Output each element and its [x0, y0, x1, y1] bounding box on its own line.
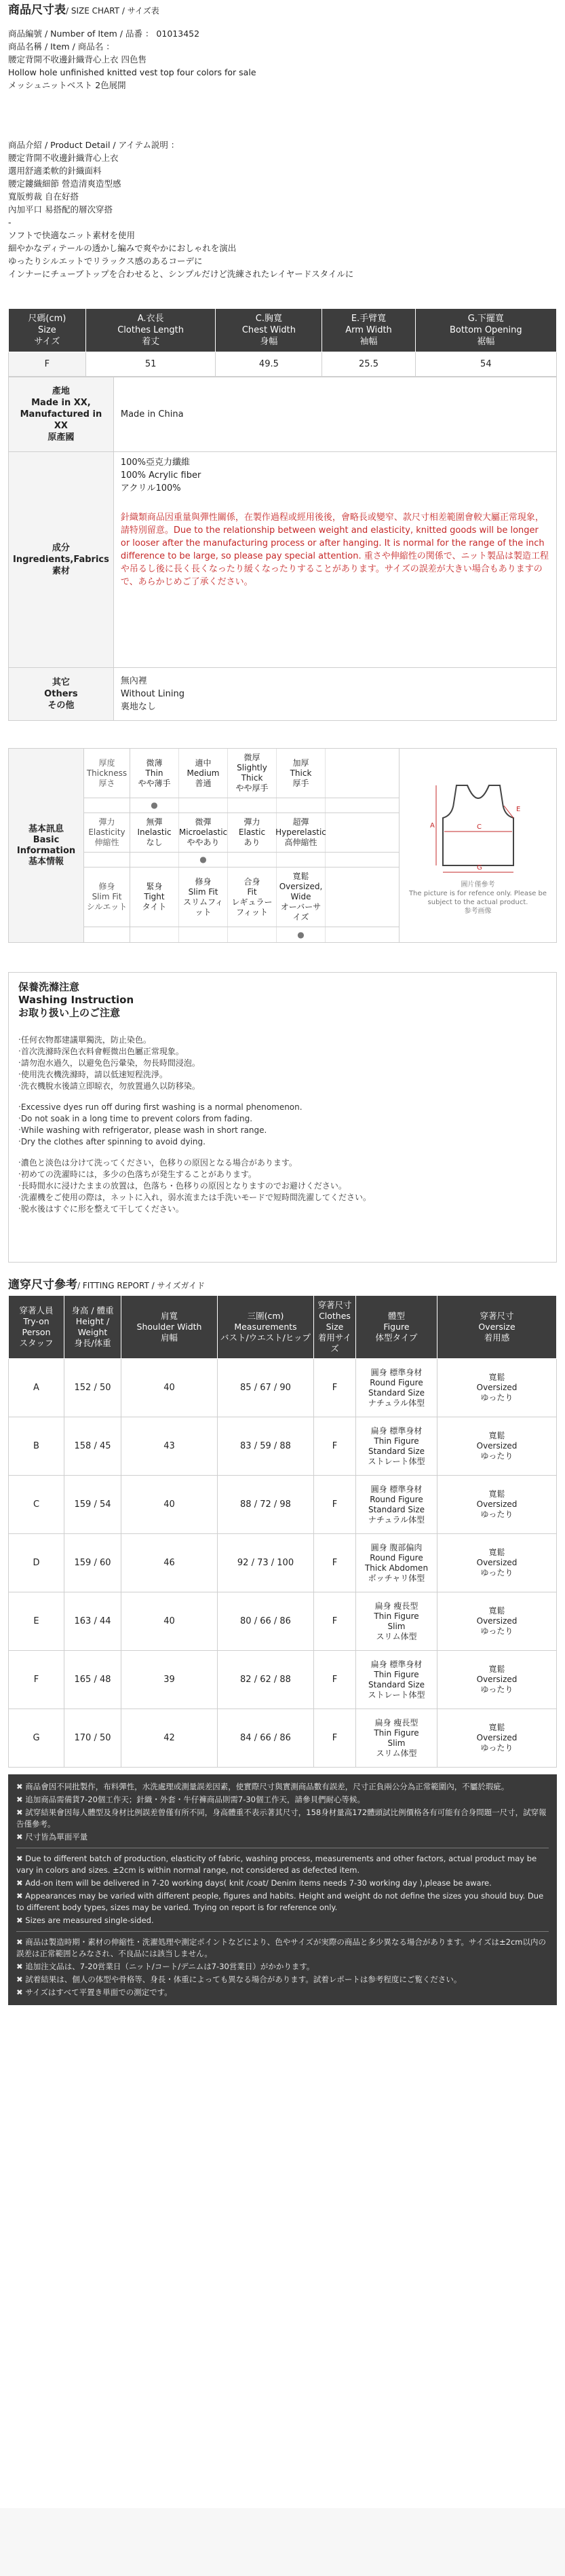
clothes-size-cell: F [314, 1359, 356, 1417]
note-en: ✖ Appearances may be varied with different people, figures and habits. Height and weight do not define the sizes you should buy. Due to different body types, sizes may be varied. Trying on report is for reference only. [16, 1891, 544, 1913]
shoulder-cell: 43 [121, 1417, 218, 1476]
table-row [9, 1359, 557, 1417]
basic-info-label: 基本訊息 Basic Information 基本情報 [9, 749, 83, 942]
fit-feel-cell: 寬鬆 Oversized ゆったり [437, 1709, 557, 1768]
detail-line: ソフトで快適なニット素材を使用 [8, 230, 136, 240]
page-footer [0, 2508, 565, 2576]
fitting-table [8, 1295, 557, 1768]
height-weight-cell: 159 / 60 [64, 1534, 121, 1592]
size-cell: 25.5 [322, 352, 415, 377]
detail-line: ゆったりシルエットでリラックス感のあるコーデに [8, 256, 203, 266]
clothes-size-cell: F [314, 1417, 356, 1476]
selected-dot-icon: ● [297, 929, 305, 939]
elasticity-label: 彈力 Elasticity 伸縮性 [84, 813, 130, 852]
fit-label: 修身 Slim Fit シルエット [84, 867, 130, 927]
product-detail [0, 138, 565, 308]
table-row [9, 1534, 557, 1592]
elasticity-row [84, 813, 399, 853]
notes-section [0, 1774, 565, 2005]
size-cell: F [9, 352, 86, 377]
note-ja: ✖ 商品は製造時期・素材の伸縮性・洗濯処理や測定ポイントなどにより、色やサイズが実際の商品と多少異なる場合があります。サイズは±2cm以内の誤差は正常範囲とみなされ、不良品には該当しません。 [16, 1937, 547, 1959]
selected-dot-icon: ● [199, 855, 207, 865]
detail-line: 腰定鏤織細節 營造清爽造型感 [8, 179, 121, 189]
note-zh: ✖ 尺寸皆為單面平量 [16, 1832, 88, 1842]
shoulder-cell: 42 [121, 1709, 218, 1768]
option-microelastic: 微彈 Microelastic ややあり [179, 813, 228, 852]
fit-selection-row [84, 927, 399, 942]
detail-line: 內加平口 易搭配的層次穿搭 [8, 204, 113, 214]
table-row [9, 1709, 557, 1768]
product-line: 商品編號 / Number of Item / 品番 ： 01013452 [8, 29, 200, 39]
basic-info-section [0, 748, 565, 943]
measurements-cell: 80 / 66 / 86 [218, 1592, 314, 1651]
table-row [9, 1651, 557, 1709]
header [0, 0, 565, 27]
figure-note: 圖片僅參考 The picture is for refence only. Please be subject to the actual product. 参考画像 [408, 880, 547, 915]
wash-en: ‧Excessive dyes run off during first washing is a normal phenomenon. ‧Do not soak in a long time to prevent colors from fading. ‧While washing with refrigerator, please wash in short range. ‧Dry the clothes after spinning to avoid dying. [18, 1102, 303, 1147]
table-row [9, 1592, 557, 1651]
wash-section [0, 972, 565, 1263]
clothes-size-cell: F [314, 1651, 356, 1709]
fit-feel-cell: 寬鬆 Oversized ゆったり [437, 1417, 557, 1476]
height-weight-cell: 158 / 45 [64, 1417, 121, 1476]
chest-col-header: C.胸寬 Chest Width 身幅 [216, 309, 322, 352]
option-inelastic: 無彈 Inelastic なし [130, 813, 179, 852]
size-cell: 49.5 [216, 352, 322, 377]
length-col-header: A.衣長 Clothes Length 着丈 [85, 309, 216, 352]
measurements-cell: 84 / 66 / 86 [218, 1709, 314, 1768]
bottom-col-header: G.下擺寬 Bottom Opening 裾幅 [415, 309, 556, 352]
knit-warning: 針織類商品因重量與彈性關係，在製作過程或經用後後，會略長或變窄、款尺寸相差範圍會較大屬正常現象，請特別留意。Due to the relationship between weight and elasticity, knitted goods will be longer or looser after the manufacturing process or after hanging. It is normal for the range of the inch difference to be large, so please pay special attention. 重さや伸縮性の関係で、ニット製品は製造工程や吊るし後に長く長くなったり緩くなったりすることがあります。サイズの誤差が大きい場合もありますので、あらかじめご了承ください。 [120, 512, 549, 588]
height-weight-cell: 170 / 50 [64, 1709, 121, 1768]
option-slightly-thick: 微厚 Slightly Thick やや厚手 [228, 749, 277, 798]
others-value: 無內裡 Without Lining 裏地なし [113, 668, 556, 721]
height-weight-cell: 159 / 54 [64, 1476, 121, 1534]
note-en: ✖ Add-on item will be delivered in 7-20 working days( knit /coat/ Denim items needs 7-30 working day ),please be aware. [16, 1878, 492, 1888]
divider [16, 1931, 549, 1932]
fitting-table-header [9, 1296, 557, 1359]
option-thin: 微薄 Thin やや薄手 [130, 749, 179, 798]
fit-feel-cell: 寬鬆 Oversized ゆったり [437, 1359, 557, 1417]
wash-zh: ‧任何衣物都建議單獨洗，防止染色。 ‧首次洗滌時深色衣料會輕微出色屬正常現象。 ‧請勿泡水過久，以避免色污暈染，勿長時間浸泡。 ‧使用洗衣機洗滌時，請以低速短程洗淨。 ‧洗衣機脫水後請立即晾衣，勿放置過久以防移染。 [18, 1035, 200, 1091]
detail-line: 寬版剪裁 自在好搭 [8, 191, 79, 202]
shoulder-cell: 40 [121, 1359, 218, 1417]
notes-box [8, 1774, 557, 2005]
clothes-size-cell: F [314, 1534, 356, 1592]
composition-row [9, 452, 557, 668]
materials-table [8, 377, 557, 721]
option-medium: 適中 Medium 普通 [179, 749, 228, 798]
fitting-title: 適穿尺寸參考/ FITTING REPORT / サイズガイド [8, 1278, 206, 1292]
note-zh: ✖ 試穿結果會因每人體型及身材比例誤差曾僅有所不同，身高體重不表示著其尺寸，158身材量高172體頭試比例價格各有可能有合身問題一尺寸，試穿報告僅參考。 [16, 1808, 547, 1829]
size-col-header: 尺碼(cm) Size サイズ [9, 309, 86, 352]
figure-col-header: 體型 Figure 体型タイプ [356, 1296, 437, 1359]
person-cell: E [9, 1592, 64, 1651]
detail-line: 商品介紹 / Product Detail / アイテム説明 ： [8, 140, 180, 150]
figure-cell: 圓身 標準身材 Round Figure Standard Size ナチュラル体型 [356, 1359, 437, 1417]
fit-feel-cell: 寬鬆 Oversized ゆったり [437, 1534, 557, 1592]
diagram-letter-e: E [515, 805, 520, 813]
table-row [9, 1417, 557, 1476]
origin-row [9, 377, 557, 452]
note-ja: ✖ 追加注文品は、7-20営業日（ニット/コート/デニムは7-30営業日）がかかります。 [16, 1962, 315, 1972]
fit-feel-cell: 寬鬆 Oversized ゆったり [437, 1476, 557, 1534]
product-line: メッシュニットベスト 2色展開 [8, 80, 126, 90]
shoulder-col-header: 肩寬 Shoulder Width 肩幅 [121, 1296, 218, 1359]
thickness-row [84, 749, 399, 798]
product-line: 商品名稱 / Item / 商品名 ： [8, 41, 115, 52]
arm-col-header: E.手臂寬 Arm Width 袖幅 [322, 309, 415, 352]
option-slim-fit: 修身 Slim Fit スリムフィット [179, 867, 228, 927]
detail-line: 選用舒適柔軟的針織面料 [8, 166, 102, 176]
note-ja: ✖ 試着結果は、個人の体型や骨格等、身長・体重によっても異なる場合があります。試着レポートは参考程度にご覧ください。 [16, 1975, 462, 1985]
person-cell: B [9, 1417, 64, 1476]
note-ja: ✖ サイズはすべて平置き単面での測定です。 [16, 1987, 172, 1998]
size-cell: 54 [415, 352, 556, 377]
origin-value: Made in China [113, 377, 556, 452]
detail-line: 細やかなディテールの透かし編みで爽やかにおしゃれを演出 [8, 243, 237, 253]
size-table-section [0, 308, 565, 721]
figure-cell: 圓身 標準身材 Round Figure Standard Size ナチュラル体型 [356, 1476, 437, 1534]
size-table [8, 308, 557, 377]
shoulder-cell: 46 [121, 1534, 218, 1592]
product-info [0, 27, 565, 138]
wash-title: 保養洗滌注意 Washing Instruction お取り扱い上のご注意 [18, 981, 134, 1020]
detail-line: 腰定背開不收邊針織背心上衣 [8, 153, 119, 163]
shoulder-cell: 39 [121, 1651, 218, 1709]
clothes-size-cell: F [314, 1476, 356, 1534]
figure-cell: 扁身 瘦長型 Thin Figure Slim スリム体型 [356, 1592, 437, 1651]
height-weight-cell: 163 / 44 [64, 1592, 121, 1651]
measurements-col-header: 三圍(cm) Measurements バスト/ウエスト/ヒップ [218, 1296, 314, 1359]
table-row [9, 1476, 557, 1534]
elasticity-selection-row [84, 853, 399, 867]
thickness-selection-row [84, 798, 399, 813]
note-en: ✖ Sizes are measured single-sided. [16, 1916, 154, 1926]
figure-cell: 扁身 標準身材 Thin Figure Standard Size ストレート体型 [356, 1417, 437, 1476]
option-hyperelastic: 超彈 Hyperelastic 高伸縮性 [277, 813, 326, 852]
thickness-label: 厚度 Thickness 厚さ [84, 749, 130, 798]
option-tight: 緊身 Tight タイト [130, 867, 179, 927]
figure-cell: 扁身 標準身材 Thin Figure Standard Size ストレート体型 [356, 1651, 437, 1709]
clothes-size-cell: F [314, 1709, 356, 1768]
diagram-letter-a: A [429, 821, 435, 829]
others-row [9, 668, 557, 721]
height-weight-cell: 165 / 48 [64, 1651, 121, 1709]
composition-label: 成分 Ingredients,Fabrics 素材 [9, 452, 114, 668]
attribute-grid [83, 749, 399, 942]
wash-instructions [8, 972, 557, 1263]
composition-value: 100%亞克力纖維 100% Acrylic fiber アクリル100% 針織類商品因重量與彈性關係，在製作過程或經用後後，會略長或變窄、款尺寸相差範圍會較大屬正常現象，請特別留意。Due to the relationship between weight and elasticity, knitted goods will be longer or looser after the manufacturing process or after hanging. It is normal for the range of the inch difference to be large, so please pay special attention. 重さや伸縮性の関係で、ニット製品は製造工程や吊るし後に長く長くなったり緩くなったりすることがあります。サイズの誤差が大きい場合もありますので、あらかじめご了承ください。 [113, 452, 556, 668]
others-label: 其它 Others その他 [9, 668, 114, 721]
option-fit: 合身 Fit レギュラーフィット [228, 867, 277, 927]
fitting-section [0, 1275, 565, 1768]
person-cell: D [9, 1534, 64, 1592]
note-en: ✖ Due to different batch of production, elasticity of fabric, washing process, measurements and other factors, actual product may be vary in colors and sizes. ±2cm is within normal range, not considered as defected item. [16, 1854, 537, 1875]
option-oversized: 寬鬆 Oversized, Wide オーバーサイズ [277, 867, 326, 927]
product-line: 腰定背開不收邊針織背心上衣 四色售 [8, 54, 147, 64]
figure-cell: 扁身 瘦長型 Thin Figure Slim スリム体型 [356, 1709, 437, 1768]
detail-line: - [8, 217, 12, 227]
person-cell: A [9, 1359, 64, 1417]
person-col-header: 穿著人員 Try-on Person スタッフ [9, 1296, 64, 1359]
fit-feel-cell: 寬鬆 Oversized ゆったり [437, 1651, 557, 1709]
height-weight-cell: 152 / 50 [64, 1359, 121, 1417]
page-title: 商品尺寸表/ SIZE CHART / サイズ表 [8, 3, 159, 17]
person-cell: C [9, 1476, 64, 1534]
table-row [9, 352, 557, 377]
clothes-size-cell: F [314, 1592, 356, 1651]
measurements-cell: 92 / 73 / 100 [218, 1534, 314, 1592]
vest-outline-icon [424, 776, 532, 878]
height-weight-col-header: 身高 / 體重 Height / Weight 身長/体重 [64, 1296, 121, 1359]
measurements-cell: 82 / 62 / 88 [218, 1651, 314, 1709]
size-cell: 51 [85, 352, 216, 377]
fit-feel-cell: 寬鬆 Oversized ゆったり [437, 1592, 557, 1651]
detail-line: インナーにチューブトップを合わせると、シンプルだけど洗練されたレイヤードスタイルに [8, 269, 354, 279]
origin-label: 產地 Made in XX, Manufactured in XX 原產國 [9, 377, 114, 452]
wash-ja: ‧濃色と淡色は分けて洗ってください，色移りの原因となる場合があります。 ‧初めての洗濯時には，多少の色落ちが発生することがあります。 ‧長時間水に浸けたままの放置は，色落ち・色移りの原因となりますのでお避けください。 ‧洗濯機をご使用の際は，ネットに入れ，弱水流または手洗いモードで短時間洗濯してください。 ‧脱水後はすぐに形を整えて干してください。 [18, 1158, 372, 1214]
person-cell: F [9, 1651, 64, 1709]
oversize-col-header: 穿著尺寸 Oversize 着用感 [437, 1296, 557, 1359]
note-zh: ✖ 商品會因不同批製作，布料彈性，水洗處理或測量誤差因素，使實際尺寸與實測商品數有誤差，尺寸正負兩公分為正常範圍內，不屬於瑕疵。 [16, 1782, 509, 1792]
option-thick: 加厚 Thick 厚手 [277, 749, 326, 798]
size-table-header [9, 309, 557, 352]
person-cell: G [9, 1709, 64, 1768]
diagram-letter-g: G [476, 863, 482, 872]
diagram-letter-c: C [476, 823, 482, 831]
measurements-cell: 85 / 67 / 90 [218, 1359, 314, 1417]
note-zh: ✖ 追加商品需備貨7-20個工作天；針織・外套・牛仔褲商品則需7-30個工作天，請參貝們耐心等候。 [16, 1795, 365, 1805]
clothes-size-col-header: 穿著尺寸 Clothes Size 着用サイズ [314, 1296, 356, 1359]
vest-diagram [399, 749, 556, 942]
figure-cell: 圓身 腹部偏肉 Round Figure Thick Abdomen ボッチャリ体型 [356, 1534, 437, 1592]
option-elastic: 彈力 Elastic あり [228, 813, 277, 852]
basic-info [8, 748, 557, 943]
measurements-cell: 83 / 59 / 88 [218, 1417, 314, 1476]
fit-row [84, 867, 399, 927]
selected-dot-icon: ● [151, 800, 158, 810]
shoulder-cell: 40 [121, 1476, 218, 1534]
shoulder-cell: 40 [121, 1592, 218, 1651]
measurements-cell: 88 / 72 / 98 [218, 1476, 314, 1534]
product-line: Hollow hole unfinished knitted vest top four colors for sale [8, 67, 256, 77]
